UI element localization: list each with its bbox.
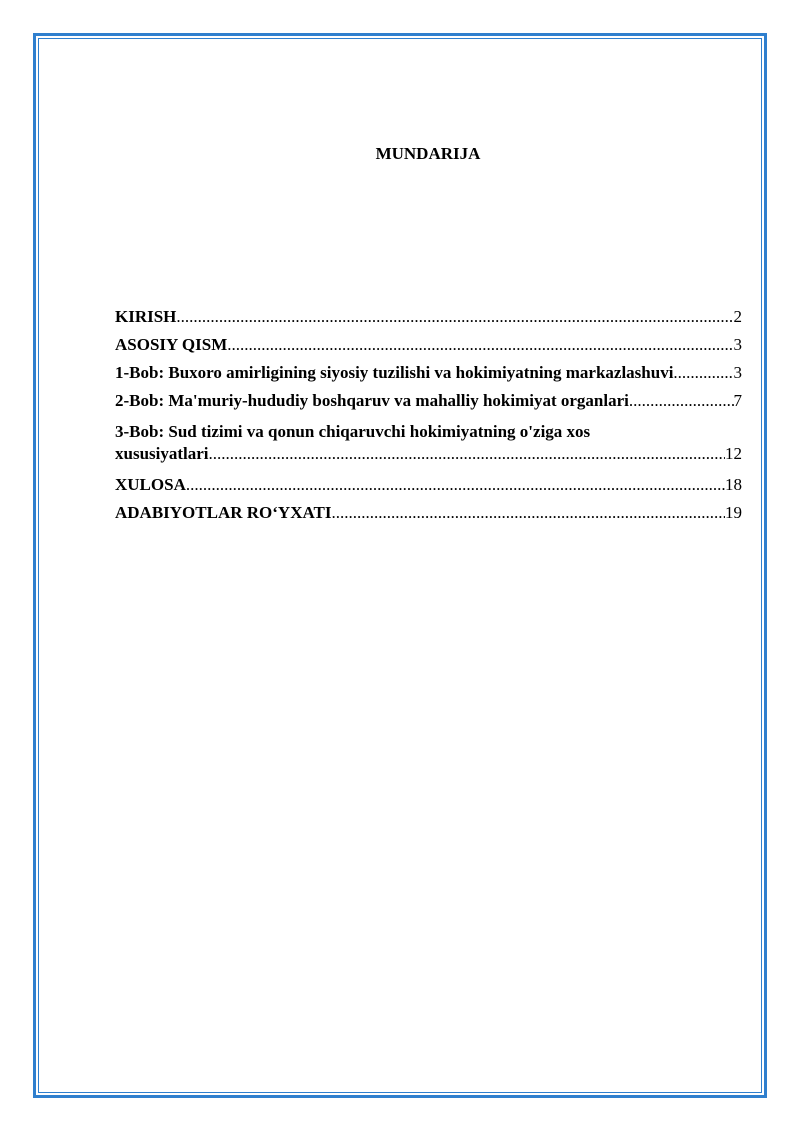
toc-item-kirish[interactable] xyxy=(115,303,742,331)
toc-item-chapter-1[interactable] xyxy=(115,359,742,387)
toc-label: KIRISH xyxy=(115,307,177,326)
toc-label: XULOSA xyxy=(115,475,186,494)
page-title: MUNDARIJA xyxy=(375,144,481,163)
toc-leader-dots xyxy=(209,443,725,465)
toc-leader-dots xyxy=(227,331,733,359)
toc-label: xususiyatlari xyxy=(115,444,209,463)
toc-page-number: 3 xyxy=(733,335,742,354)
toc-page-number: 18 xyxy=(725,475,742,494)
toc-leader-dots xyxy=(176,303,733,331)
toc-label: ADABIYOTLAR RO‘YXATI xyxy=(115,503,332,522)
toc-page-number: 7 xyxy=(733,391,742,410)
toc-leader-dots xyxy=(186,471,725,499)
toc-label-line-1: 3-Bob: Sud tizimi va qonun chiqaruvchi hokimiyatning o'ziga xos xyxy=(115,422,591,441)
toc-leader-dots xyxy=(331,499,725,527)
toc-label: 1-Bob: Buxoro amirligining siyosiy tuzilishi va hokimiyatning markazlashuvi xyxy=(115,363,674,382)
toc-item-chapter-2[interactable] xyxy=(115,387,742,415)
toc-page-number: 12 xyxy=(725,444,742,463)
toc-leader-dots xyxy=(673,359,733,387)
toc-page-number: 19 xyxy=(725,503,742,522)
table-of-contents xyxy=(115,303,742,527)
toc-item-chapter-3[interactable] xyxy=(115,421,742,465)
toc-page-number: 2 xyxy=(733,307,742,326)
toc-page-number: 3 xyxy=(733,363,742,382)
toc-leader-dots xyxy=(629,387,734,415)
toc-label: ASOSIY QISM xyxy=(115,335,228,354)
toc-item-xulosa[interactable] xyxy=(115,471,742,499)
toc-item-asosiy-qism[interactable] xyxy=(115,331,742,359)
toc-label: 2-Bob: Ma'muriy-hududiy boshqaruv va mahalliy hokimiyat organlari xyxy=(115,391,629,410)
toc-item-adabiyotlar[interactable] xyxy=(115,499,742,527)
page-border-inner xyxy=(38,38,762,1093)
